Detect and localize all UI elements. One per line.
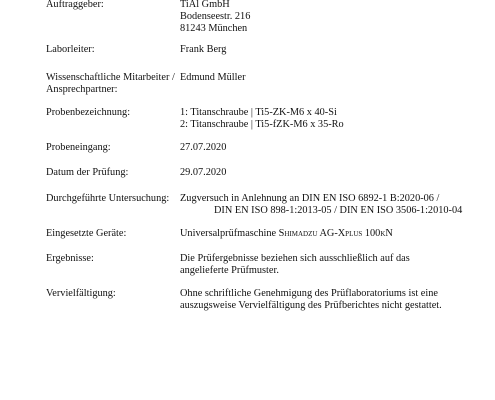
untersuchung-line1: Zugversuch in Anlehnung an DIN EN ISO 6892-1 B:2020-06 /: [180, 193, 440, 204]
geraete-label: Eingesetzte Geräte:: [46, 228, 127, 239]
auftraggeber-address: [180, 0, 490, 35]
vervielfaeltigung-label: Vervielfältigung:: [46, 288, 116, 299]
vervielfaeltigung-row: [0, 288, 495, 324]
probenbezeichnung-label: Probenbezeichnung:: [46, 107, 131, 118]
probenbezeichnung-row: [0, 107, 495, 143]
untersuchung-value: [180, 193, 490, 217]
mitarbeiter-label-line2: Ansprechpartner:: [46, 84, 118, 95]
vervielfaeltigung-value: [180, 288, 490, 312]
laborleiter-label: Laborleiter:: [46, 44, 95, 55]
datum-label: Datum der Prüfung:: [46, 167, 129, 178]
vervielfaeltigung-line2: auszugsweise Vervielfältigung des Prüfberichtes nicht gestattet.: [180, 300, 442, 311]
datum-value: 29.07.2020: [180, 167, 227, 178]
geraete-value: [180, 228, 490, 240]
probeneingang-label: Probeneingang:: [46, 142, 111, 153]
probe-1: 1: Titanschraube | Ti5-ZK-M6 x 40-Si: [180, 107, 337, 118]
untersuchung-line2: DIN EN ISO 898-1:2013-05 / DIN EN ISO 3506-1:2010-04: [214, 205, 463, 216]
ergebnisse-line1: Die Prüfergebnisse beziehen sich ausschließlich auf das: [180, 253, 410, 264]
untersuchung-label: Durchgeführte Untersuchung:: [46, 193, 170, 204]
mitarbeiter-label-line1: Wissenschaftliche Mitarbeiter /: [46, 72, 175, 83]
geraete-value-prefix: Universalprüfmaschine: [180, 228, 279, 239]
auftraggeber-row: [0, 0, 495, 35]
vervielfaeltigung-line1: Ohne schriftliche Genehmigung des Prüflaboratoriums ist eine: [180, 288, 438, 299]
probe-2: 2: Titanschraube | Ti5-fZK-M6 x 35-Ro: [180, 119, 344, 130]
mitarbeiter-label: [46, 72, 175, 96]
probenbezeichnung-value: [180, 107, 490, 131]
auftraggeber-city: 81243 München: [180, 23, 248, 34]
auftraggeber-street: Bodenseestr. 216: [180, 11, 251, 22]
ergebnisse-row: [0, 253, 495, 289]
untersuchung-row: [0, 193, 495, 229]
ergebnisse-line2: angelieferte Prüfmuster.: [180, 265, 279, 276]
mitarbeiter-value: Edmund Müller: [180, 72, 246, 83]
auftraggeber-company: TiAl GmbH: [180, 0, 230, 10]
mitarbeiter-row: [0, 72, 495, 108]
geraete-machine-name: Shimadzu AG-Xplus 100kN: [278, 228, 393, 239]
laborleiter-value: Frank Berg: [180, 44, 227, 55]
ergebnisse-label: Ergebnisse:: [46, 253, 94, 264]
ergebnisse-value: [180, 253, 490, 277]
auftraggeber-label: Auftraggeber:: [46, 0, 104, 10]
probeneingang-value: 27.07.2020: [180, 142, 227, 153]
